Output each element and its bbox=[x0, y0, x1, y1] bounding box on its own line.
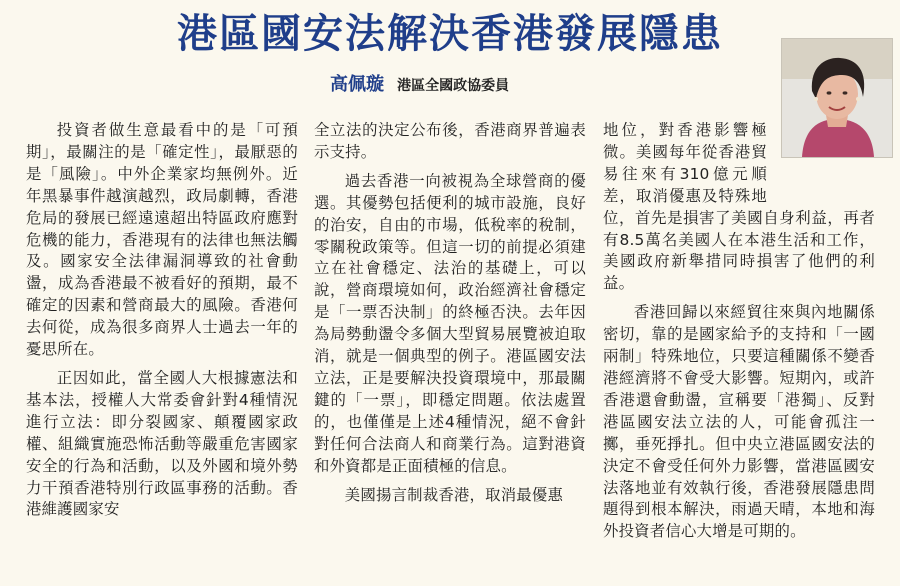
author-role: 港區全國政協委員 bbox=[397, 78, 510, 94]
byline bbox=[330, 70, 509, 96]
paragraph: 地位，對香港影響極微。美國每年從香港貿易往來有310億元順差，取消優惠及特殊地位，首先是損害了美國自身利益，再者有8.5萬名美國人在本港生活和工作，美國政府新舉措同時損害了他們的利益。 bbox=[603, 121, 875, 293]
paragraph: 美國揚言制裁香港，取消最優惠 bbox=[344, 485, 564, 504]
author-name: 高佩璇 bbox=[330, 74, 384, 95]
paragraph: 香港回歸以來經貿往來與內地關係密切，靠的是國家給予的支持和「一國兩制」特殊地位，只要這種關係不變香港經濟將不會受大影響。短期內，或許香港還會動盪，宣稱要「港獨」、反對港區國安法立法的人，可能會孤注一擲，垂死掙扎。但中央立港區國安法的決定不會受任何外力影響，當港區國安法落地並有效執行後，香港發展隱患問題得到根本解決，雨過天晴，本地和海外投資者信心大增是可期的。 bbox=[603, 303, 875, 541]
headline: 港區國安法解決香港發展隱患 bbox=[177, 11, 723, 57]
paragraph: 過去香港一向被視為全球營商的優選。其優勢包括便利的城市設施，良好的治安，自由的市場，低稅率的稅制，零關稅政策等。但這一切的前提必須建立在社會穩定、法治的基礎上，可以說，營商環境如何，政治經濟社會穩定是「一票否決制」的終極否決。去年因為局勢動盪令多個大型貿易展覽被迫取消，就是一個典型的例子。港區國安法立法，正是要解決投資環境中，那最關鍵的「一票」，即穩定問題。依法處置的，也僅僅是上述4種情況，絕不會針對任何合法商人和商業行為。這對港資和外資都是正面積極的信息。 bbox=[314, 171, 586, 475]
article-column-2 bbox=[314, 120, 586, 506]
photo-text-wrap bbox=[767, 120, 875, 186]
paragraph: 正因如此，當全國人大根據憲法和基本法，授權人大常委會針對4種情況進行立法：即分裂國家、顛覆國家政權、組織實施恐怖活動等嚴重危害國家安全的行為和活動，以及外國和境外勢力干預香港特別行政區事務的活動。香港維護國家安 bbox=[26, 368, 298, 519]
paragraph: 全立法的決定公布後，香港商界普遍表示支持。 bbox=[314, 121, 586, 161]
article-column-1 bbox=[26, 120, 298, 521]
paragraph: 投資者做生意最看中的是「可預期」，最關注的是「確定性」，最厭惡的是「風險」。中外企業家均無例外。近年黑暴事件越演越烈，政局劇轉，香港危局的發展已經遠遠超出特區政府應對危機的能力，香港現有的法律也無法觸及。國家安全法律漏洞導致的社會動盪，成為香港最不被看好的預期，最不確定的因素和營商最大的風險。香港何去何從，成為很多商界人士過去一年的憂思所在。 bbox=[26, 121, 298, 359]
article-column-3 bbox=[603, 120, 875, 543]
